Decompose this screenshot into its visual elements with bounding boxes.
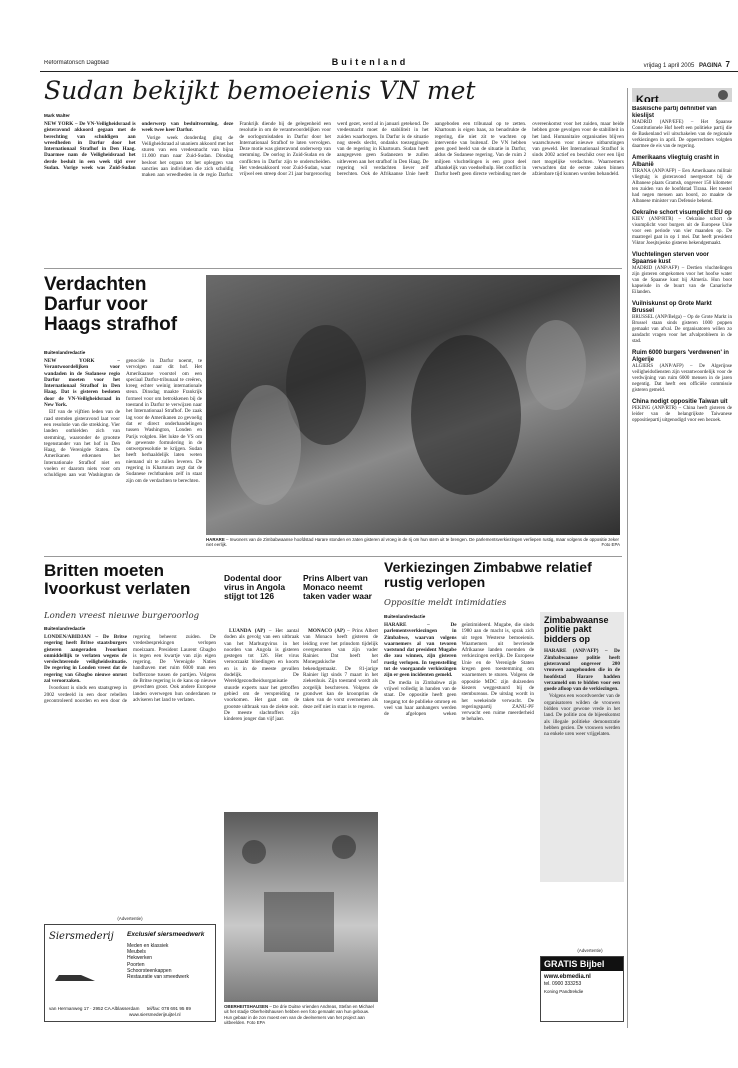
angola-byline: LUANDA (AP) <box>229 628 266 634</box>
zimbabwe-headline: Verkiezingen Zimbabwe relatief rustig verlopen <box>384 560 592 590</box>
caption-text: – De drie Duitse vrienden Andreas, Stefan en Michael uit het stadje Oberheitshausen hebben een foto gemaakt van hun gebouw. Hun gebaar in de zon moest een van de deelnemers van het project aan uitbeelden. <box>224 1004 374 1025</box>
kort-item-title: Ruim 6000 burgers 'verdwenen' in Algerije <box>632 350 729 363</box>
kort-item-text: KIEV (ANP/RTR) – Oekraïne schort de visumplicht voor burgers uit de Europese Unie voor een periode van vier maanden op. De maatregel gaat in op 1 mei. Dat heeft president Viktor Joesjtsjenko gisteren bekendgemaakt. <box>632 217 732 246</box>
kort-item-title: Baskische partij definitief van kieslijst <box>632 106 717 119</box>
politie-lead <box>544 648 620 692</box>
britten-byline: Buitenlandredactie <box>44 626 86 631</box>
ad1-item: Schoorsteenkappen <box>127 967 172 974</box>
ad1-brand: Siersmederij <box>49 931 114 942</box>
kort-item <box>632 210 732 247</box>
angola-body-text: – Het aantal doden als gevolg van een uitbraak van het Marburgvirus in het noorden van Angola is gisteren gestegen tot 126. Het virus veroorzaakt bloedingen en koorts en is in de meeste gevallen dodelijk. De Wereldgezondheidsorganisatie stuurde experts naar het getroffen gebied om de verspreiding te voorkomen. Het gaat om de grootste uitbraak van de ziekte ooit. De meeste slachtoffers zijn kinderen jonger dan vijf jaar. <box>224 628 299 723</box>
albert-text <box>303 628 378 710</box>
ad1-web[interactable]: www.siersmederijruijtel.nl <box>129 1011 181 1017</box>
kort-divider <box>627 88 628 1028</box>
tower-photo <box>224 812 378 1002</box>
ad2-extra: Koning Pandtrekdie <box>544 989 584 994</box>
harare-caption <box>206 537 620 551</box>
albert-body <box>303 628 378 808</box>
albert-body-text: – Prins Albert van Monaco heeft gisteren de leiding over het prinsdom tijdelijk overgenomen van zijn vader Rainier. Dat heeft het Monegaskische hof bekendgemaakt. De 81-jarige Rainier ligt sinds 7 maart in het ziekenhuis. Zijn toestand wordt als zorgelijk beschreven. Volgens de grondwet kan de kroonprins de taken van de vorst overnemen als deze zelf niet in staat is te regeren. <box>303 628 378 710</box>
globe-icon <box>718 90 728 100</box>
ad2-bijbel <box>540 956 624 1022</box>
ad1-label: (Advertentie) <box>117 916 143 921</box>
angola-body <box>224 628 299 808</box>
politie-byline: HARARE (ANP/AFP) <box>544 648 599 655</box>
kort-item <box>632 155 732 205</box>
ad1-item: Poorten <box>127 961 145 968</box>
politie-box <box>540 612 624 882</box>
ad2-phone: tel. 0900 333253 <box>544 981 582 987</box>
page-date <box>550 60 730 69</box>
kort-item <box>632 301 732 345</box>
kort-item <box>632 399 732 424</box>
top-byline: Mark Walter <box>44 113 70 118</box>
kort-item-title: Vluchtelingen sterven voor Spaanse kust <box>632 252 710 265</box>
page-label: PAGINA <box>698 63 722 69</box>
britten-headline: Britten moeten Ivoorkust verlaten <box>44 562 191 598</box>
britten-text: Ivoorkust is sinds een staatsgreep in 2002 verdeeld in een door rebellen gecontroleerd noorden en een door de regering beheerst zuiden. De vredesbesprekingen verlopen moeizaam. President Laurent Gbagbo is tegen een kwartje van zijn eigen regering. De Verenigde Naties handhaven met ruim 6000 man een bufferzone tussen de partijen. Volgens de Britse regering is de kans op nieuwe gevechten groot. Ook andere Europese landen overwegen hun onderdanen te adviseren het land te verlaten. <box>44 634 216 704</box>
date-text: vrijdag 1 april 2005 <box>643 63 695 69</box>
politie-lead-text: – De Zimbabwaanse politie heeft gisteravond ongeveer 200 vrouwen aangehouden die in de hoofdstad Harare hadden verzameld om te bidden voor een goede afloop van de verkiezingen. <box>544 648 620 693</box>
kort-item-text: BRUSSEL (ANP/Belga) – Op de Grote Markt in Brussel staan sinds gisteren 1000 poppen gemaakt van afval. De organisatoren willen zo aandacht vragen voor het afvalprobleem in de stad. <box>632 315 732 344</box>
top-headline: Sudan bekijkt bemoeienis VN met <box>44 76 476 105</box>
masthead-paper: Reformatorisch Dagblad <box>44 60 109 66</box>
ad1-list <box>127 943 189 980</box>
darfur-body <box>44 358 202 548</box>
top-article-body <box>44 121 624 261</box>
kort-item-text: MADRID (ANP/AFP) – Dertien vluchtelingen zijn gisteren omgekomen voor het hoofse water van de Spaanse kust bij Almería. Hun boot kapseisde in de buurt van de Canarische Eilanden. <box>632 266 732 295</box>
ad1-item: Meden en klassiek <box>127 943 169 949</box>
kort-header <box>632 88 732 102</box>
ad2-title: GRATIS Bijbel <box>541 957 623 971</box>
voters-queue-image <box>206 275 620 535</box>
politie-body <box>544 648 620 737</box>
kort-item-title: Amerikaans vliegtuig crasht in Albanië <box>632 155 720 168</box>
ad1-footer <box>49 1006 211 1017</box>
zimbabwe-subhead: Oppositie meldt intimidaties <box>384 598 507 608</box>
ad1-item: Restauratie van smeedwerk <box>127 974 189 981</box>
ad1-item: Meubels <box>127 949 146 956</box>
darfur-byline: Buitenlandredactie <box>44 350 86 355</box>
politie-headline: Zimbabwaanse politie pakt bidders op <box>544 615 609 644</box>
caption-credit: Foto EPA <box>601 542 620 548</box>
page-number: 7 <box>725 60 730 69</box>
albert-headline: Prins Albert van Monaco neemt taken vader waar <box>303 574 372 601</box>
caption-label: OBERHEITSHAUSEN <box>224 1004 269 1009</box>
britten-subhead: Londen vreest nieuwe burgeroorlog <box>44 611 200 621</box>
britten-body <box>44 634 216 834</box>
top-lead: NEW YORK – De VN-Veiligheidsraad is gisteravond akkoord gegaan met de berechting van schuldigen aan wreedheden in Darfur door het Internationaal Strafhof in Den Haag. Daarmee nam de Veiligheidsraad het derde besluit in een week tijd over Sudan. Vorige week was Zuid-Sudan onderwerp van besluitvorming, deze week twee keer Darfur. <box>44 121 234 172</box>
ad1-item: Hekwerken <box>127 955 153 962</box>
kort-title: Kort <box>636 94 659 102</box>
ad1-address: van Hermanweg 17 · 2952 CA Alblasserdam <box>49 1006 140 1011</box>
kort-item <box>632 252 732 296</box>
kort-item-text: ALGIERS (ANP/AFP) – De Algerijnse veiligheidsdiensten zijn verantwoordelijk voor de verdwijning van ruim 6000 mensen in de jaren negentig. Dat heeft een officiële commissie gisteren gemeld. <box>632 364 732 393</box>
zimbabwe-text: De media in Zimbabwe zijn vrijwel volledig in handen van de staat. De oppositie heeft geen toegang tot de publieke omroep en veel van haar aanhangers werden de afgelopen weken geïntimideerd. Mugabe, die sinds 1980 aan de macht is, sprak zich uit tegen Westerse bemoeienis. Waarnemers uit bevriende Afrikaanse landen noemden de verkiezingen eerlijk. De Europese Unie en de Verenigde Staten kregen geen toestemming om waarnemers te sturen. Volgens de oppositie MDC zijn duizenden kiezers weggestuurd bij de stembureaus. De uitslag wordt in het weekeinde verwacht. De regeringspartij ZANU-PF verwacht een ruime meerderheid te behalen. <box>384 622 534 723</box>
top-body: Vorige week donderdag ging de Veiligheidsraad al unaniem akkoord met het sturen van een vredesmacht van bijna 11.000 man naar Zuid-Sudan. Dinsdag besloot het orgaan tot het opleggen van sancties aan individuen die zich schuldig maken aan wreedheden in de regio Darfur. Frankrijk diende bij de gelegenheid een resolutie in om de verantwoordelijken voor de oorlogsmisdaden in Darfur door het Internationaal Strafhof te laten vervolgen. Deze motie was gisteravond onderwerp van stemming. De oorlog in Zuid-Sudan en de conflicten in Darfur zijn te onderscheiden. Het vredesakkoord voor Zuid-Sudan, waar vrijwel een streep door 21 jaar burgeroorlog werd gezet, werd al in januari getekend. De vredesmacht moet de stabiliteit in het zuiden waarborgen. In Darfur is de situatie nog steeds slecht, ondanks toezeggingen van de regering in Khartoum. Sudan heeft aangegeven geen Sudanezen te zullen uitleveren aan het strafhof in Den Haag. De regering wil verdachten liever zelf berechten. Ook de Afrikaanse Unie heeft aangeboden een tribunaal op te zetten. Khartoum is eigen baas, zo benadrukte de regering, die niet zit te wachten op interventie van buitenaf. De VN hebben geen goed beeld van de situatie in Darfur, aldus de Sudanese regering. Van de ruim 2 miljoen vluchtelingen is een groot deel afhankelijk van voedselhulp. Het conflict in Darfur heeft geen directe verbinding met de overeenkomst voor het zuiden, maar beide hebben grote gevolgen voor de stabiliteit in het land. Humanitaire organisaties blijven waarschuwen voor nieuwe uitbarstingen van geweld. Het Internationaal Strafhof is sinds 2002 actief en beschikt over een lijst met mogelijke verdachten. Waarnemers verwachten dat de eerste zaken binnen afzienbare tijd kunnen worden behandeld. <box>141 121 624 179</box>
ad2-label: (Advertentie) <box>577 948 603 953</box>
angola-text <box>224 628 299 722</box>
zimbabwe-lead: HARARE – De parlementsverkiezingen in Zimbabwe, waarvan volgens waarnemers al van tevoren vaststond dat president Mugabe die zou winnen, zijn gisteren rustig verlopen. In tegenstelling tot de voorgaande verkiezingen zijn er geen incidenten gemeld. <box>384 622 457 679</box>
kort-item-text: PEKING (ANP/RTR) – China heeft gisteren de leider van de belangrijkste Taiwanese oppositiepartij uitgenodigd voor een bezoek. <box>632 406 732 423</box>
zimbabwe-byline: Buitenlandredactie <box>384 614 426 619</box>
caption-credit: Foto EPA <box>246 1019 266 1025</box>
zimbabwe-body <box>384 622 534 1027</box>
kort-item-text: TIRANA (ANP/AFP) – Een Amerikaans militair vliegtuig is gisteravond neergestort bij de Albanese plaats Gramsh, ongeveer 150 kilometer ten zuiden van de hoofdstad Tirana. Het toestel had negen mensen aan boord, zo maakte de Albanese minister van Defensie bekend. <box>632 169 732 204</box>
section-title: Buitenland <box>331 57 409 67</box>
darfur-lead: NEW YORK – Verantwoordelijken voor wandaden in de Sudanese regio Darfur moeten voor het Internationaal Strafhof in Den Haag. Dat is gisteren besloten door de VN-Veiligheidsraad in New York. <box>44 358 120 409</box>
kort-item-text: MADRID (ANP/EFE) – Het Spaanse Constitutionele Hof heeft een politieke partij die de Baskenland wil uitschakelen van de regionale verkiezingen in april. De opperrechters volgden daarmee de eis van de regering. <box>632 120 732 149</box>
albert-byline: MONACO (AP) <box>308 628 345 634</box>
tower-caption <box>224 1004 378 1032</box>
caption-label: HARARE <box>206 537 225 542</box>
darfur-text: Elf van de vijftien leden van de raad stemden gisteravond laat voor een resolutie van die strekking. Vier landen onthielden zich van stemming, waaronder de grootste tegenstander van het hof in Den Haag, de Verenigde Staten. De Amerikanen erkennen het Internationale Strafhof niet en voelen er daarom niets voor om schuldigen aan wat Washington de genocide in Darfur noemt, te vervolgen naar dit hof. Het Amerikaanse voorstel om een speciaal Darfur-tribunaal te creëren, kreeg echter weinig internationale steun. Dinsdag maakte Frankrijk formeel voor om betrokkenen bij de toestand in Darfur te verwijzen naar het Internationaal Strafhof. De zaak lag voor de Amerikanen zo gevoelig dat er direct onderhandelingen tussen Washington, Londen en Parijs volgden. Het lukte de VS om de gewenste formulering in de ontwerpresolutie te krijgen. Sudan heeft herhaaldelijk laten weten niemand uit te zullen leveren. De regering in Khartoum zegt dat de Sudanese rechtbanken zelf in staat zijn om de verdachten te berechten. <box>44 358 202 484</box>
rule-darfur <box>44 268 622 269</box>
header-rule <box>40 71 738 72</box>
ad1-phone: tel/fax: 078 691 95 89 <box>146 1006 191 1011</box>
ad2-web[interactable]: www.ebmedia.nl <box>544 974 591 980</box>
ad1-tagline: Exclusief siersmeedwerk <box>127 931 205 938</box>
crowd-image <box>224 812 378 1002</box>
rule-britten <box>44 556 622 557</box>
harare-photo <box>206 275 620 535</box>
kort-item-title: Oekraïne schort visumplicht EU op <box>632 210 732 216</box>
kort-item-title: China nodigt oppositie Taiwan uit <box>632 399 728 405</box>
anvil-icon <box>55 953 95 981</box>
kort-column <box>632 106 732 1026</box>
ad1-siersmederij <box>44 924 216 1022</box>
britten-lead: LONDEN/ABIDJAN – De Britse regering heeft Britse staatsburgers gisteren aangeraden Ivoorkust onmiddellijk te verlaten wegens de verslechterende veiligheidssituatie. De regering in Londen vreest dat de regering van Gbagbo nieuwe onrust zal veroorzaken. <box>44 634 127 685</box>
kort-item <box>632 106 732 150</box>
kort-item <box>632 350 732 394</box>
darfur-headline: Verdachten Darfur voor Haags strafhof <box>44 275 178 335</box>
caption-text: – Inwoners van de Zimbabwaanse hoofdstad Harare stonden en zaten gisteren al vroeg in de rij om hun stem uit te brengen. De parlementsverkiezingen verliepen rustig, maar volgens de oppositie zeker niet eerlijk. <box>206 537 619 548</box>
politie-text: Volgens een woordvoerder van de organisatoren wilden de vrouwen bidden voor gewone vrede in het land. De politie zou de bijeenkomst als illegale politieke demonstratie hebben gezien. De vrouwen werden na enkele uren weer vrijgelaten. <box>544 693 620 738</box>
kort-item-title: Vuilniskunst op Grote Markt Brussel <box>632 301 712 314</box>
angola-headline: Dodental door virus in Angola stijgt tot 126 <box>224 574 286 601</box>
